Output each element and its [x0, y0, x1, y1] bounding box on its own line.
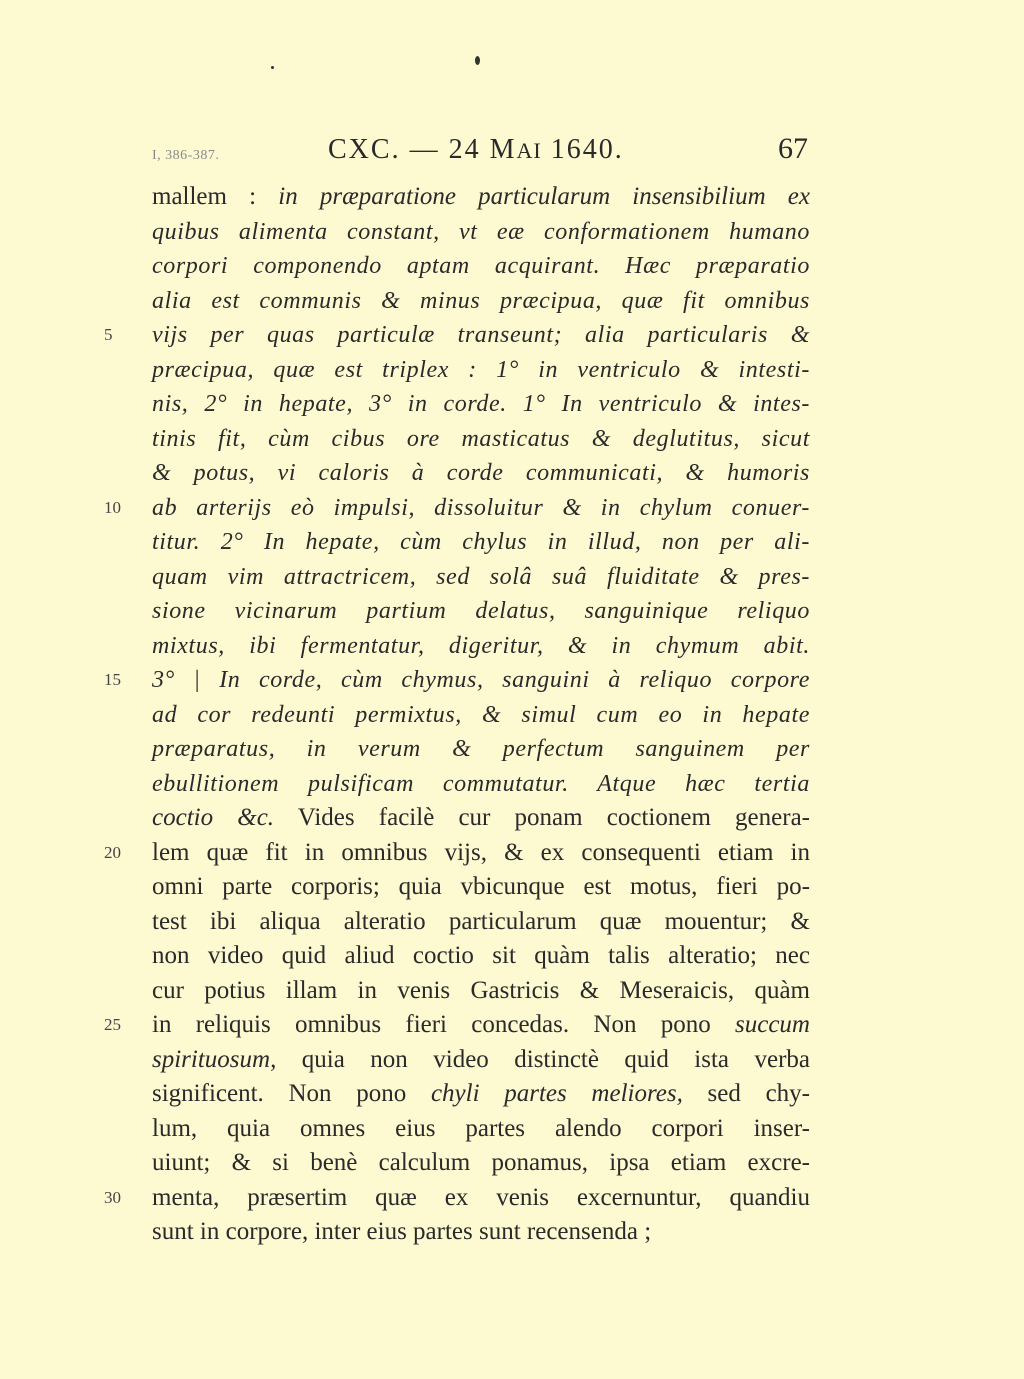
text-segment: quibus alimenta constant, vt eæ conformationem humano: [152, 219, 810, 245]
line-number: 25: [104, 1015, 121, 1034]
heading-tail: 1640.: [541, 134, 624, 165]
text-line: [152, 1215, 810, 1249]
text-line: [152, 801, 810, 835]
text-line: [152, 1043, 810, 1077]
text-segment: menta, præsertim quæ ex venis excernuntur, quandiu: [152, 1184, 810, 1211]
text-segment: in præparatione particularum insensibilium ex: [278, 183, 810, 210]
text-line: [152, 698, 810, 732]
text-segment: mallem :: [152, 183, 279, 210]
text-segment: alia est communis & minus præcipua, quæ fit omnibus: [152, 288, 810, 314]
text-segment: lum, quia omnes eius partes alendo corpori inser-: [152, 1115, 810, 1142]
page-number: 67: [778, 132, 808, 165]
text-line: [152, 732, 810, 766]
text-line: [152, 939, 810, 973]
text-segment: succum: [735, 1011, 810, 1038]
text-segment: quam vim attractricem, sed solâ suâ fluiditate & pres-: [152, 564, 810, 590]
text-line: [152, 663, 810, 697]
text-segment: & potus, vi caloris à corde communicati, & humoris: [152, 460, 810, 486]
heading-smallcaps: AI: [516, 138, 542, 163]
text-line: [152, 525, 810, 559]
text-segment: vijs per quas particulæ transeunt; alia particularis &: [152, 322, 810, 348]
text-segment: spirituosum,: [152, 1046, 277, 1073]
line-number: 15: [104, 670, 121, 689]
text-segment: tinis fit, cùm cibus ore masticatus & deglutitus, sicut: [152, 426, 810, 452]
text-segment: in reliquis omnibus fieri concedas. Non pono: [152, 1011, 736, 1038]
text-line: [152, 387, 810, 421]
text-line: [152, 767, 810, 801]
text-line: [152, 1181, 810, 1215]
text-line: [152, 560, 810, 594]
text-segment: sunt in corpore, inter eius partes sunt recensenda ;: [152, 1218, 652, 1245]
text-line: [152, 491, 810, 525]
text-line: [152, 284, 810, 318]
text-segment: lem quæ fit in omnibus vijs, & ex consequenti etiam in: [152, 839, 810, 866]
text-segment: sed chy-: [682, 1080, 810, 1107]
text-line: [152, 249, 810, 283]
text-segment: nis, 2° in hepate, 3° in corde. 1° In ventriculo & intes-: [152, 391, 810, 417]
text-segment: cur potius illam in venis Gastricis & Meseraicis, quàm: [152, 977, 810, 1004]
text-segment: omni parte corporis; quia vbicunque est motus, fieri po-: [152, 873, 810, 900]
text-segment: non video quid aliud coctio sit quàm talis alteratio; nec: [152, 942, 810, 969]
ink-speck: [475, 56, 480, 65]
line-number: 10: [104, 498, 121, 517]
text-line: [152, 629, 810, 663]
text-segment: sione vicinarum partium delatus, sanguinique reliquo: [152, 598, 810, 624]
text-segment: uiunt; & si benè calculum ponamus, ipsa etiam excre-: [152, 1149, 810, 1176]
text-line: [152, 1008, 810, 1042]
text-segment: coctio &c.: [152, 804, 275, 831]
text-line: [152, 456, 810, 490]
text-line: [152, 870, 810, 904]
text-segment: ad cor redeunti permixtus, & simul cum eo in hepate: [152, 702, 810, 728]
text-segment: chyli partes meliores,: [430, 1080, 683, 1107]
text-line: [152, 1146, 810, 1180]
text-line: [152, 1112, 810, 1146]
text-line: [152, 318, 810, 352]
ink-speck: [271, 66, 274, 69]
line-number: 30: [104, 1188, 121, 1207]
text-line: [152, 1077, 810, 1111]
text-segment: test ibi aliqua alteratio particularum quæ mouentur; &: [152, 908, 810, 935]
text-line: [152, 594, 810, 628]
text-line: [152, 974, 810, 1008]
text-segment: ab arterijs eò impulsi, dissoluitur & in chylum conuer-: [152, 495, 810, 521]
text-segment: quia non video distinctè quid ista verba: [276, 1046, 810, 1073]
text-segment: præparatus, in verum & perfectum sanguinem per: [152, 736, 810, 762]
text-segment: titur. 2° In hepate, cùm chylus in illud, non per ali-: [152, 529, 810, 555]
line-number: 20: [104, 843, 121, 862]
text-line: [152, 422, 810, 456]
line-number: 5: [104, 325, 113, 344]
text-line: [152, 215, 810, 249]
running-head: [0, 128, 1024, 176]
source-reference: I, 386-387.: [152, 148, 220, 163]
text-segment: 3° | In corde, cùm chymus, sanguini à reliquo corpore: [152, 667, 810, 693]
text-line: [152, 836, 810, 870]
heading-main: CXC. — 24 M: [328, 134, 517, 165]
text-line: [152, 180, 810, 214]
text-segment: præcipua, quæ est triplex : 1° in ventriculo & intesti-: [152, 357, 810, 383]
text-line: [152, 905, 810, 939]
text-segment: Vides facilè cur ponam coctionem genera-: [274, 804, 810, 831]
text-segment: ebullitionem pulsificam commutatur. Atque hæc tertia: [152, 771, 810, 797]
letter-heading: [328, 134, 624, 166]
text-segment: mixtus, ibi fermentatur, digeritur, & in chymum abit.: [152, 633, 810, 659]
text-segment: corpori componendo aptam acquirant. Hæc præparatio: [152, 253, 810, 279]
text-segment: significent. Non pono: [152, 1080, 431, 1107]
text-line: [152, 353, 810, 387]
